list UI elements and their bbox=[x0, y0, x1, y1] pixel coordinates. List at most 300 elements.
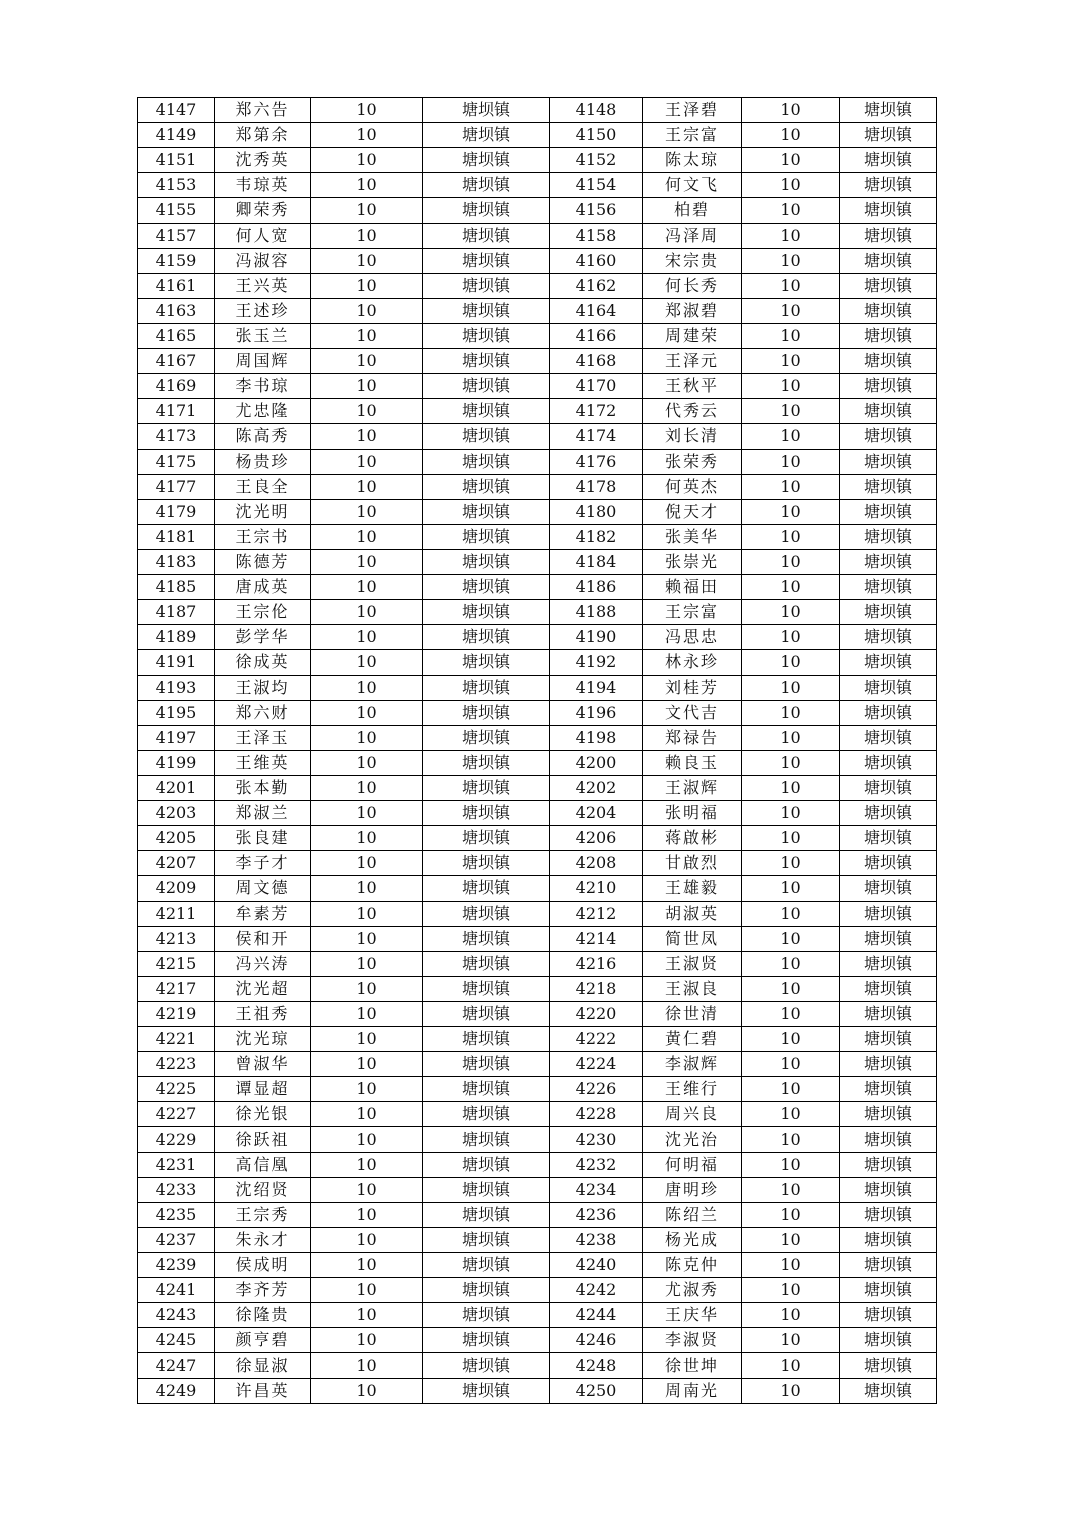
township-cell: 塘坝镇 bbox=[423, 1177, 550, 1202]
amount-cell: 10 bbox=[311, 449, 423, 474]
amount-cell: 10 bbox=[742, 499, 840, 524]
township-cell: 塘坝镇 bbox=[423, 1353, 550, 1378]
amount-cell: 10 bbox=[311, 851, 423, 876]
township-cell: 塘坝镇 bbox=[423, 650, 550, 675]
amount-cell: 10 bbox=[311, 801, 423, 826]
amount-cell: 10 bbox=[742, 223, 840, 248]
record-number-cell: 4214 bbox=[550, 926, 643, 951]
amount-cell: 10 bbox=[742, 98, 840, 123]
person-name-cell: 王维英 bbox=[215, 750, 311, 775]
person-name-cell: 王宗伦 bbox=[215, 600, 311, 625]
amount-cell: 10 bbox=[742, 575, 840, 600]
person-name-cell: 王泽元 bbox=[643, 349, 742, 374]
person-name-cell: 王庆华 bbox=[643, 1303, 742, 1328]
township-cell: 塘坝镇 bbox=[423, 1102, 550, 1127]
amount-cell: 10 bbox=[742, 474, 840, 499]
person-name-cell: 周文德 bbox=[215, 876, 311, 901]
record-number-cell: 4235 bbox=[138, 1202, 215, 1227]
person-name-cell: 沈光明 bbox=[215, 499, 311, 524]
amount-cell: 10 bbox=[311, 1127, 423, 1152]
person-name-cell: 王雄毅 bbox=[643, 876, 742, 901]
amount-cell: 10 bbox=[311, 1177, 423, 1202]
person-name-cell: 李齐芳 bbox=[215, 1278, 311, 1303]
person-name-cell: 张美华 bbox=[643, 524, 742, 549]
township-cell: 塘坝镇 bbox=[840, 625, 937, 650]
person-name-cell: 徐跃祖 bbox=[215, 1127, 311, 1152]
person-name-cell: 何人宽 bbox=[215, 223, 311, 248]
township-cell: 塘坝镇 bbox=[840, 926, 937, 951]
person-name-cell: 陈太琼 bbox=[643, 148, 742, 173]
amount-cell: 10 bbox=[311, 424, 423, 449]
record-number-cell: 4167 bbox=[138, 349, 215, 374]
record-number-cell: 4245 bbox=[138, 1328, 215, 1353]
person-name-cell: 黄仁碧 bbox=[643, 1027, 742, 1052]
township-cell: 塘坝镇 bbox=[840, 1077, 937, 1102]
record-number-cell: 4154 bbox=[550, 173, 643, 198]
table-row bbox=[138, 123, 937, 148]
person-name-cell: 王泽碧 bbox=[643, 98, 742, 123]
person-name-cell: 徐世坤 bbox=[643, 1353, 742, 1378]
table-row bbox=[138, 926, 937, 951]
person-name-cell: 颜亨碧 bbox=[215, 1328, 311, 1353]
amount-cell: 10 bbox=[742, 123, 840, 148]
amount-cell: 10 bbox=[742, 1027, 840, 1052]
record-number-cell: 4211 bbox=[138, 901, 215, 926]
record-number-cell: 4233 bbox=[138, 1177, 215, 1202]
amount-cell: 10 bbox=[742, 273, 840, 298]
amount-cell: 10 bbox=[742, 625, 840, 650]
person-name-cell: 唐成英 bbox=[215, 575, 311, 600]
table-row bbox=[138, 1052, 937, 1077]
amount-cell: 10 bbox=[311, 1077, 423, 1102]
township-cell: 塘坝镇 bbox=[840, 600, 937, 625]
township-cell: 塘坝镇 bbox=[423, 1127, 550, 1152]
township-cell: 塘坝镇 bbox=[423, 675, 550, 700]
person-name-cell: 甘啟烈 bbox=[643, 851, 742, 876]
record-number-cell: 4189 bbox=[138, 625, 215, 650]
record-number-cell: 4169 bbox=[138, 374, 215, 399]
record-number-cell: 4156 bbox=[550, 198, 643, 223]
record-number-cell: 4194 bbox=[550, 675, 643, 700]
person-name-cell: 赖良玉 bbox=[643, 750, 742, 775]
amount-cell: 10 bbox=[311, 1353, 423, 1378]
record-number-cell: 4178 bbox=[550, 474, 643, 499]
amount-cell: 10 bbox=[311, 1378, 423, 1403]
township-cell: 塘坝镇 bbox=[840, 1253, 937, 1278]
township-cell: 塘坝镇 bbox=[840, 1328, 937, 1353]
amount-cell: 10 bbox=[742, 1077, 840, 1102]
township-cell: 塘坝镇 bbox=[423, 449, 550, 474]
table-row bbox=[138, 449, 937, 474]
table-row bbox=[138, 1152, 937, 1177]
township-cell: 塘坝镇 bbox=[423, 826, 550, 851]
person-name-cell: 曾淑华 bbox=[215, 1052, 311, 1077]
table-row bbox=[138, 1177, 937, 1202]
township-cell: 塘坝镇 bbox=[840, 1052, 937, 1077]
table-row bbox=[138, 851, 937, 876]
table-row bbox=[138, 399, 937, 424]
amount-cell: 10 bbox=[311, 725, 423, 750]
record-number-cell: 4227 bbox=[138, 1102, 215, 1127]
person-name-cell: 胡淑英 bbox=[643, 901, 742, 926]
amount-cell: 10 bbox=[742, 1127, 840, 1152]
record-number-cell: 4150 bbox=[550, 123, 643, 148]
record-number-cell: 4243 bbox=[138, 1303, 215, 1328]
amount-cell: 10 bbox=[742, 1303, 840, 1328]
person-name-cell: 沈秀英 bbox=[215, 148, 311, 173]
table-row bbox=[138, 675, 937, 700]
township-cell: 塘坝镇 bbox=[423, 976, 550, 1001]
person-name-cell: 冯泽周 bbox=[643, 223, 742, 248]
record-number-cell: 4175 bbox=[138, 449, 215, 474]
amount-cell: 10 bbox=[311, 323, 423, 348]
person-name-cell: 郑六财 bbox=[215, 700, 311, 725]
person-name-cell: 张玉兰 bbox=[215, 323, 311, 348]
person-name-cell: 倪天才 bbox=[643, 499, 742, 524]
record-number-cell: 4219 bbox=[138, 1001, 215, 1026]
person-name-cell: 冯思忠 bbox=[643, 625, 742, 650]
person-name-cell: 李子才 bbox=[215, 851, 311, 876]
township-cell: 塘坝镇 bbox=[840, 1102, 937, 1127]
township-cell: 塘坝镇 bbox=[840, 801, 937, 826]
amount-cell: 10 bbox=[311, 976, 423, 1001]
township-cell: 塘坝镇 bbox=[840, 675, 937, 700]
township-cell: 塘坝镇 bbox=[840, 399, 937, 424]
amount-cell: 10 bbox=[742, 1253, 840, 1278]
table-row bbox=[138, 248, 937, 273]
record-number-cell: 4217 bbox=[138, 976, 215, 1001]
person-name-cell: 陈德芳 bbox=[215, 549, 311, 574]
person-name-cell: 王维行 bbox=[643, 1077, 742, 1102]
township-cell: 塘坝镇 bbox=[840, 1227, 937, 1252]
record-number-cell: 4161 bbox=[138, 273, 215, 298]
township-cell: 塘坝镇 bbox=[840, 826, 937, 851]
record-number-cell: 4163 bbox=[138, 298, 215, 323]
amount-cell: 10 bbox=[311, 98, 423, 123]
person-name-cell: 王淑贤 bbox=[643, 951, 742, 976]
person-name-cell: 张荣秀 bbox=[643, 449, 742, 474]
record-number-cell: 4188 bbox=[550, 600, 643, 625]
table-row bbox=[138, 826, 937, 851]
amount-cell: 10 bbox=[311, 474, 423, 499]
record-number-cell: 4170 bbox=[550, 374, 643, 399]
township-cell: 塘坝镇 bbox=[423, 323, 550, 348]
person-name-cell: 王淑良 bbox=[643, 976, 742, 1001]
person-name-cell: 唐明珍 bbox=[643, 1177, 742, 1202]
amount-cell: 10 bbox=[742, 675, 840, 700]
amount-cell: 10 bbox=[311, 524, 423, 549]
township-cell: 塘坝镇 bbox=[840, 349, 937, 374]
township-cell: 塘坝镇 bbox=[840, 851, 937, 876]
record-number-cell: 4250 bbox=[550, 1378, 643, 1403]
record-number-cell: 4201 bbox=[138, 775, 215, 800]
person-name-cell: 张明福 bbox=[643, 801, 742, 826]
amount-cell: 10 bbox=[742, 876, 840, 901]
person-name-cell: 韦琼英 bbox=[215, 173, 311, 198]
person-name-cell: 刘长清 bbox=[643, 424, 742, 449]
table-row bbox=[138, 650, 937, 675]
amount-cell: 10 bbox=[742, 976, 840, 1001]
amount-cell: 10 bbox=[311, 248, 423, 273]
record-number-cell: 4155 bbox=[138, 198, 215, 223]
amount-cell: 10 bbox=[311, 876, 423, 901]
records-table bbox=[137, 97, 937, 1404]
record-number-cell: 4168 bbox=[550, 349, 643, 374]
township-cell: 塘坝镇 bbox=[840, 700, 937, 725]
person-name-cell: 尤淑秀 bbox=[643, 1278, 742, 1303]
person-name-cell: 王秋平 bbox=[643, 374, 742, 399]
record-number-cell: 4222 bbox=[550, 1027, 643, 1052]
amount-cell: 10 bbox=[742, 374, 840, 399]
person-name-cell: 许昌英 bbox=[215, 1378, 311, 1403]
amount-cell: 10 bbox=[742, 851, 840, 876]
table-row bbox=[138, 575, 937, 600]
township-cell: 塘坝镇 bbox=[423, 725, 550, 750]
amount-cell: 10 bbox=[311, 374, 423, 399]
amount-cell: 10 bbox=[742, 1202, 840, 1227]
township-cell: 塘坝镇 bbox=[423, 1278, 550, 1303]
township-cell: 塘坝镇 bbox=[840, 876, 937, 901]
person-name-cell: 郑六告 bbox=[215, 98, 311, 123]
amount-cell: 10 bbox=[311, 1152, 423, 1177]
record-number-cell: 4236 bbox=[550, 1202, 643, 1227]
township-cell: 塘坝镇 bbox=[423, 549, 550, 574]
township-cell: 塘坝镇 bbox=[423, 1378, 550, 1403]
table-row bbox=[138, 1077, 937, 1102]
record-number-cell: 4229 bbox=[138, 1127, 215, 1152]
amount-cell: 10 bbox=[311, 1102, 423, 1127]
record-number-cell: 4198 bbox=[550, 725, 643, 750]
record-number-cell: 4224 bbox=[550, 1052, 643, 1077]
table-row bbox=[138, 700, 937, 725]
person-name-cell: 陈绍兰 bbox=[643, 1202, 742, 1227]
township-cell: 塘坝镇 bbox=[840, 549, 937, 574]
record-number-cell: 4225 bbox=[138, 1077, 215, 1102]
person-name-cell: 徐成英 bbox=[215, 650, 311, 675]
person-name-cell: 郑禄告 bbox=[643, 725, 742, 750]
record-number-cell: 4159 bbox=[138, 248, 215, 273]
township-cell: 塘坝镇 bbox=[423, 98, 550, 123]
record-number-cell: 4166 bbox=[550, 323, 643, 348]
amount-cell: 10 bbox=[742, 775, 840, 800]
township-cell: 塘坝镇 bbox=[840, 323, 937, 348]
record-number-cell: 4221 bbox=[138, 1027, 215, 1052]
amount-cell: 10 bbox=[311, 1328, 423, 1353]
record-number-cell: 4204 bbox=[550, 801, 643, 826]
record-number-cell: 4208 bbox=[550, 851, 643, 876]
township-cell: 塘坝镇 bbox=[840, 524, 937, 549]
table-row bbox=[138, 1227, 937, 1252]
person-name-cell: 周国辉 bbox=[215, 349, 311, 374]
amount-cell: 10 bbox=[311, 349, 423, 374]
township-cell: 塘坝镇 bbox=[423, 349, 550, 374]
township-cell: 塘坝镇 bbox=[840, 775, 937, 800]
record-number-cell: 4160 bbox=[550, 248, 643, 273]
person-name-cell: 何英杰 bbox=[643, 474, 742, 499]
amount-cell: 10 bbox=[742, 901, 840, 926]
record-number-cell: 4181 bbox=[138, 524, 215, 549]
record-number-cell: 4195 bbox=[138, 700, 215, 725]
record-number-cell: 4196 bbox=[550, 700, 643, 725]
table-row bbox=[138, 223, 937, 248]
table-row bbox=[138, 1353, 937, 1378]
township-cell: 塘坝镇 bbox=[840, 650, 937, 675]
township-cell: 塘坝镇 bbox=[423, 851, 550, 876]
person-name-cell: 郑第余 bbox=[215, 123, 311, 148]
township-cell: 塘坝镇 bbox=[423, 1253, 550, 1278]
table-row bbox=[138, 1303, 937, 1328]
township-cell: 塘坝镇 bbox=[840, 1027, 937, 1052]
township-cell: 塘坝镇 bbox=[423, 123, 550, 148]
record-number-cell: 4232 bbox=[550, 1152, 643, 1177]
township-cell: 塘坝镇 bbox=[423, 173, 550, 198]
person-name-cell: 周兴良 bbox=[643, 1102, 742, 1127]
township-cell: 塘坝镇 bbox=[423, 600, 550, 625]
township-cell: 塘坝镇 bbox=[423, 198, 550, 223]
table-row bbox=[138, 499, 937, 524]
record-number-cell: 4213 bbox=[138, 926, 215, 951]
record-number-cell: 4218 bbox=[550, 976, 643, 1001]
amount-cell: 10 bbox=[742, 1052, 840, 1077]
amount-cell: 10 bbox=[742, 951, 840, 976]
person-name-cell: 周建荣 bbox=[643, 323, 742, 348]
township-cell: 塘坝镇 bbox=[840, 1177, 937, 1202]
township-cell: 塘坝镇 bbox=[423, 876, 550, 901]
township-cell: 塘坝镇 bbox=[423, 951, 550, 976]
record-number-cell: 4241 bbox=[138, 1278, 215, 1303]
amount-cell: 10 bbox=[742, 801, 840, 826]
person-name-cell: 侯和开 bbox=[215, 926, 311, 951]
record-number-cell: 4171 bbox=[138, 399, 215, 424]
person-name-cell: 沈光治 bbox=[643, 1127, 742, 1152]
township-cell: 塘坝镇 bbox=[423, 926, 550, 951]
table-row bbox=[138, 549, 937, 574]
person-name-cell: 林永珍 bbox=[643, 650, 742, 675]
person-name-cell: 沈光琼 bbox=[215, 1027, 311, 1052]
record-number-cell: 4184 bbox=[550, 549, 643, 574]
amount-cell: 10 bbox=[742, 1152, 840, 1177]
person-name-cell: 何长秀 bbox=[643, 273, 742, 298]
table-row bbox=[138, 524, 937, 549]
table-row bbox=[138, 1027, 937, 1052]
table-row bbox=[138, 1102, 937, 1127]
township-cell: 塘坝镇 bbox=[840, 223, 937, 248]
record-number-cell: 4237 bbox=[138, 1227, 215, 1252]
township-cell: 塘坝镇 bbox=[423, 474, 550, 499]
person-name-cell: 张良建 bbox=[215, 826, 311, 851]
table-row bbox=[138, 951, 937, 976]
amount-cell: 10 bbox=[311, 1253, 423, 1278]
record-number-cell: 4153 bbox=[138, 173, 215, 198]
record-number-cell: 4179 bbox=[138, 499, 215, 524]
township-cell: 塘坝镇 bbox=[840, 951, 937, 976]
record-number-cell: 4193 bbox=[138, 675, 215, 700]
table-row bbox=[138, 98, 937, 123]
township-cell: 塘坝镇 bbox=[840, 1303, 937, 1328]
table-row bbox=[138, 1001, 937, 1026]
record-number-cell: 4197 bbox=[138, 725, 215, 750]
amount-cell: 10 bbox=[742, 173, 840, 198]
township-cell: 塘坝镇 bbox=[840, 499, 937, 524]
amount-cell: 10 bbox=[742, 399, 840, 424]
record-number-cell: 4240 bbox=[550, 1253, 643, 1278]
township-cell: 塘坝镇 bbox=[423, 775, 550, 800]
record-number-cell: 4192 bbox=[550, 650, 643, 675]
township-cell: 塘坝镇 bbox=[423, 625, 550, 650]
person-name-cell: 宋宗贵 bbox=[643, 248, 742, 273]
record-number-cell: 4191 bbox=[138, 650, 215, 675]
person-name-cell: 郑淑碧 bbox=[643, 298, 742, 323]
person-name-cell: 沈光超 bbox=[215, 976, 311, 1001]
person-name-cell: 徐光银 bbox=[215, 1102, 311, 1127]
person-name-cell: 冯淑容 bbox=[215, 248, 311, 273]
table-row bbox=[138, 173, 937, 198]
township-cell: 塘坝镇 bbox=[423, 1303, 550, 1328]
person-name-cell: 杨光成 bbox=[643, 1227, 742, 1252]
township-cell: 塘坝镇 bbox=[840, 374, 937, 399]
table-row bbox=[138, 273, 937, 298]
person-name-cell: 冯兴涛 bbox=[215, 951, 311, 976]
record-number-cell: 4230 bbox=[550, 1127, 643, 1152]
amount-cell: 10 bbox=[742, 1177, 840, 1202]
township-cell: 塘坝镇 bbox=[840, 298, 937, 323]
records-table-body bbox=[138, 98, 937, 1404]
amount-cell: 10 bbox=[742, 323, 840, 348]
amount-cell: 10 bbox=[311, 901, 423, 926]
record-number-cell: 4249 bbox=[138, 1378, 215, 1403]
record-number-cell: 4173 bbox=[138, 424, 215, 449]
record-number-cell: 4246 bbox=[550, 1328, 643, 1353]
amount-cell: 10 bbox=[311, 499, 423, 524]
person-name-cell: 周南光 bbox=[643, 1378, 742, 1403]
person-name-cell: 高信凰 bbox=[215, 1152, 311, 1177]
person-name-cell: 王淑均 bbox=[215, 675, 311, 700]
township-cell: 塘坝镇 bbox=[840, 173, 937, 198]
table-row bbox=[138, 424, 937, 449]
record-number-cell: 4206 bbox=[550, 826, 643, 851]
record-number-cell: 4234 bbox=[550, 1177, 643, 1202]
amount-cell: 10 bbox=[742, 298, 840, 323]
amount-cell: 10 bbox=[311, 1303, 423, 1328]
record-number-cell: 4148 bbox=[550, 98, 643, 123]
table-row bbox=[138, 625, 937, 650]
record-number-cell: 4157 bbox=[138, 223, 215, 248]
record-number-cell: 4176 bbox=[550, 449, 643, 474]
person-name-cell: 王兴英 bbox=[215, 273, 311, 298]
amount-cell: 10 bbox=[311, 298, 423, 323]
record-number-cell: 4205 bbox=[138, 826, 215, 851]
record-number-cell: 4247 bbox=[138, 1353, 215, 1378]
amount-cell: 10 bbox=[311, 700, 423, 725]
person-name-cell: 王述珍 bbox=[215, 298, 311, 323]
amount-cell: 10 bbox=[742, 650, 840, 675]
amount-cell: 10 bbox=[742, 926, 840, 951]
township-cell: 塘坝镇 bbox=[423, 1027, 550, 1052]
person-name-cell: 简世凤 bbox=[643, 926, 742, 951]
amount-cell: 10 bbox=[311, 1052, 423, 1077]
record-number-cell: 4210 bbox=[550, 876, 643, 901]
township-cell: 塘坝镇 bbox=[840, 750, 937, 775]
record-number-cell: 4187 bbox=[138, 600, 215, 625]
township-cell: 塘坝镇 bbox=[840, 1152, 937, 1177]
amount-cell: 10 bbox=[742, 700, 840, 725]
amount-cell: 10 bbox=[742, 1328, 840, 1353]
township-cell: 塘坝镇 bbox=[423, 374, 550, 399]
township-cell: 塘坝镇 bbox=[423, 1077, 550, 1102]
township-cell: 塘坝镇 bbox=[423, 273, 550, 298]
person-name-cell: 王宗富 bbox=[643, 123, 742, 148]
amount-cell: 10 bbox=[742, 148, 840, 173]
